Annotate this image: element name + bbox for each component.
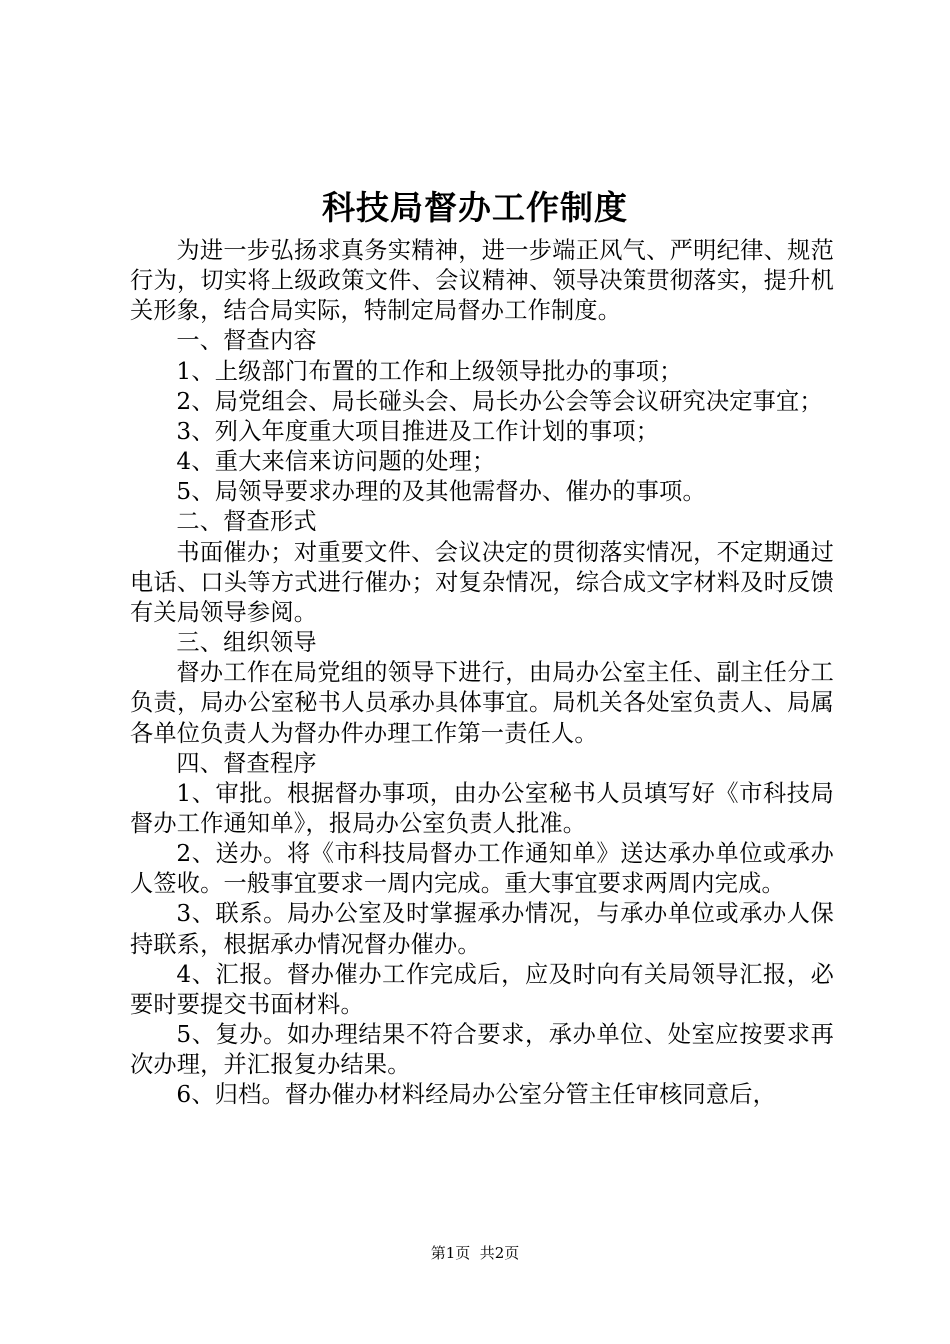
list-item: 3、联系。局办公室及时掌握承办情况，与承办单位或承办人保持联系，根据承办情况督办催办。 [130,900,834,958]
paragraph: 督办工作在局党组的领导下进行，由局办公室主任、副主任分工负责，局办公室秘书人员承办具体事宜。局机关各处室负责人、局属各单位负责人为督办件办理工作第一责任人。 [130,659,834,747]
paragraph-intro: 为进一步弘扬求真务实精神，进一步端正风气、严明纪律、规范行为，切实将上级政策文件、会议精神、领导决策贯彻落实，提升机关形象，结合局实际，特制定局督办工作制度。 [130,237,834,325]
list-item: 5、局领导要求办理的及其他需督办、催办的事项。 [176,478,706,506]
section-heading-2: 二、督查形式 [176,508,317,536]
document-body [130,236,834,1111]
section-heading-1: 一、督查内容 [176,327,317,355]
list-item: 2、局党组会、局长碰头会、局长办公会等会议研究决定事宜； [176,387,823,415]
document-title: 科技局督办工作制度 [322,188,628,227]
page-footer [0,1243,950,1263]
list-item: 4、汇报。督办催办工作完成后，应及时向有关局领导汇报，必要时要提交书面材料。 [130,960,834,1018]
section-heading-4: 四、督查程序 [176,749,317,777]
section-heading-3: 三、组织领导 [176,629,317,657]
list-item: 4、重大来信来访问题的处理； [176,448,496,476]
list-item: 1、审批。根据督办事项，由办公室秘书人员填写好《市科技局督办工作通知单》，报局办公室负责人批准。 [130,779,834,837]
list-item: 3、列入年度重大项目推进及工作计划的事项； [176,417,660,445]
list-item: 6、归档。督办催办材料经局办公室分管主任审核同意后， [176,1081,777,1109]
list-item: 2、送办。将《市科技局督办工作通知单》送达承办单位或承办人签收。一般事宜要求一周内完成。重大事宜要求两周内完成。 [130,840,834,898]
page-number: 第1页 共2页 [430,1244,520,1262]
list-item: 1、上级部门布置的工作和上级领导批办的事项； [176,357,683,385]
paragraph: 书面催办；对重要文件、会议决定的贯彻落实情况，不定期通过电话、口头等方式进行催办；对复杂情况，综合成文字材料及时反馈有关局领导参阅。 [130,538,834,626]
list-item: 5、复办。如办理结果不符合要求，承办单位、处室应按要求再次办理，并汇报复办结果。 [130,1021,834,1079]
